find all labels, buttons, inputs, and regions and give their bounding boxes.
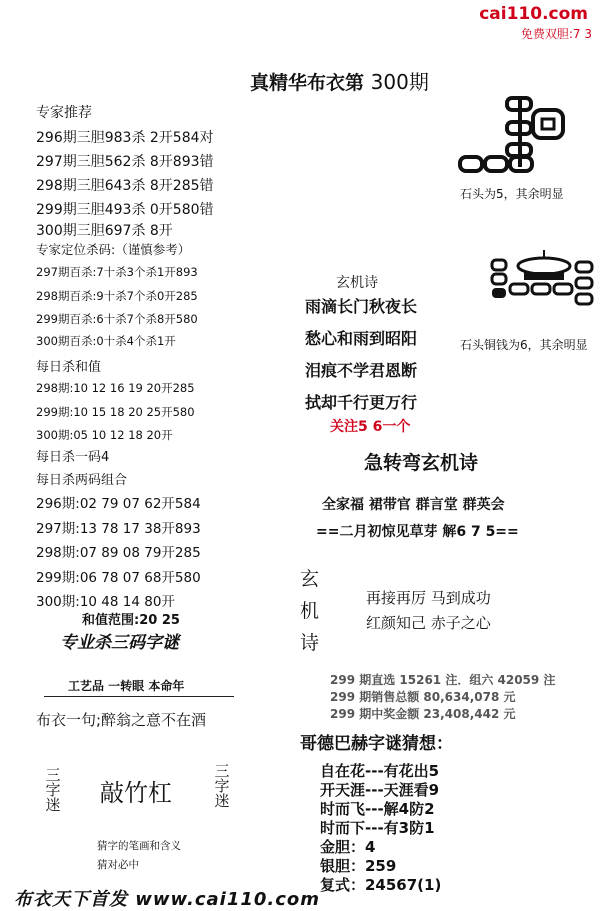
- pair-line: 297期:13 78 17 38开893: [36, 521, 201, 537]
- expert-line: 297期三胆562杀 8开893错: [36, 154, 214, 170]
- sales-line: 299 期中奖金额 23,408,442 元: [330, 707, 516, 721]
- riddle-side-left: 三字迷: [45, 766, 61, 814]
- expert-line: 299期三胆493杀 0开580错: [36, 202, 214, 218]
- page-title: [250, 66, 429, 95]
- riddle-line: 自在花---有花出5: [320, 762, 440, 780]
- riddle-line: 时而飞---解4防2: [320, 800, 435, 818]
- title-text: 真精华布衣第: [250, 72, 365, 94]
- expert-header: 专家推荐: [36, 105, 92, 121]
- expert-line: 298期三胆643杀 8开285错: [36, 178, 214, 194]
- pair-line: 298期:07 89 08 79开285: [36, 545, 201, 561]
- position-line: 298期百杀:9十杀7个杀0开285: [36, 289, 198, 303]
- gold-pick: 金胆：4: [320, 838, 376, 856]
- sum-line: 298期:10 12 16 19 20开285: [36, 381, 195, 395]
- family-line: 全家福 裙带官 群言堂 群英会: [322, 497, 505, 513]
- expert-line: 296期三胆983杀 2开584对: [36, 130, 214, 146]
- riddle-line: 时而下---有3防1: [320, 819, 435, 837]
- position-line: 299期百杀:6十杀7个杀8开580: [36, 312, 198, 326]
- riddle-hint: 猜对必中: [97, 859, 139, 871]
- xuan-char: 玄: [300, 568, 320, 590]
- poem-line: 雨滴长门秋夜长: [305, 297, 418, 316]
- xuan-char: 机: [300, 600, 320, 622]
- free-double-pick: 免费双胆:7 3: [520, 27, 592, 41]
- sum-header: 每日杀和值: [36, 360, 102, 375]
- kill-three-title: 专业杀三码字谜: [60, 633, 179, 653]
- kill-one: 每日杀一码4: [36, 450, 110, 465]
- stone-pictogram-2: [488, 248, 600, 316]
- sales-line: 299 期直选 15261 注．组六 42059 注: [330, 673, 556, 687]
- position-line: 300期百杀:0十杀4个杀1开: [36, 334, 176, 348]
- expert-line: 300期三胆697杀 8开: [36, 223, 173, 239]
- pair-header: 每日杀两码组合: [36, 473, 128, 488]
- stone-caption-1: 石头为5，其余明显: [460, 187, 564, 201]
- focus-hint: 关注5 6一个: [330, 419, 411, 435]
- silver-pick: 银胆：259: [320, 857, 397, 875]
- turn-title: 急转弯玄机诗: [364, 452, 479, 474]
- xuan-line: 红颜知己 赤子之心: [366, 614, 491, 632]
- riddle-main: 敲竹杠: [100, 779, 172, 807]
- sales-line: 299 期销售总额 80,634,078 元: [330, 690, 516, 704]
- poem-line: 拭却千行更万行: [305, 393, 418, 412]
- poem-line: 泪痕不学君恩断: [305, 361, 418, 380]
- footer-site[interactable]: 布衣天下首发 www.cai110.com: [14, 889, 321, 910]
- sum-range: 和值范围:20 25: [82, 613, 180, 628]
- sum-line: 300期:05 10 12 18 20开: [36, 428, 173, 442]
- site-brand[interactable]: cai110.com: [479, 4, 588, 24]
- title-issue: 300期: [370, 70, 429, 94]
- poem-line: 愁心和雨到昭阳: [305, 329, 418, 348]
- pair-line: 300期:10 48 14 80开: [36, 594, 175, 610]
- xuan-char: 诗: [300, 632, 320, 654]
- craft-line: 工艺品 一转眼 本命年: [68, 679, 185, 693]
- riddle-side-right: 三字迷: [214, 762, 230, 810]
- riddle-line: 开天涯---天涯看9: [320, 781, 440, 799]
- sum-line: 299期:10 15 18 20 25开580: [36, 405, 195, 419]
- riddle-hint: 猜字的笔画和含义: [97, 840, 181, 852]
- gode-title: 哥德巴赫字谜猜想：: [300, 734, 453, 754]
- position-line: 297期百杀:7十杀3个杀1开893: [36, 265, 198, 279]
- cloth-sentence: 布衣一句;醉翁之意不在酒: [36, 711, 207, 729]
- spring-line: ==二月初惊见草芽 解6 7 5==: [316, 524, 519, 540]
- pair-line: 296期:02 79 07 62开584: [36, 496, 201, 512]
- position-header: 专家定位杀码:（谨慎参考）: [36, 242, 191, 257]
- pair-line: 299期:06 78 07 68开580: [36, 570, 201, 586]
- combo-pick: 复式：24567(1): [320, 876, 442, 894]
- divider: [44, 696, 234, 697]
- poem-title: 玄机诗: [336, 275, 378, 291]
- xuan-line: 再接再厉 马到成功: [366, 589, 491, 607]
- stone-pictogram-1: [455, 92, 585, 182]
- stone-caption-2: 石头铜钱为6，其余明显: [460, 338, 588, 352]
